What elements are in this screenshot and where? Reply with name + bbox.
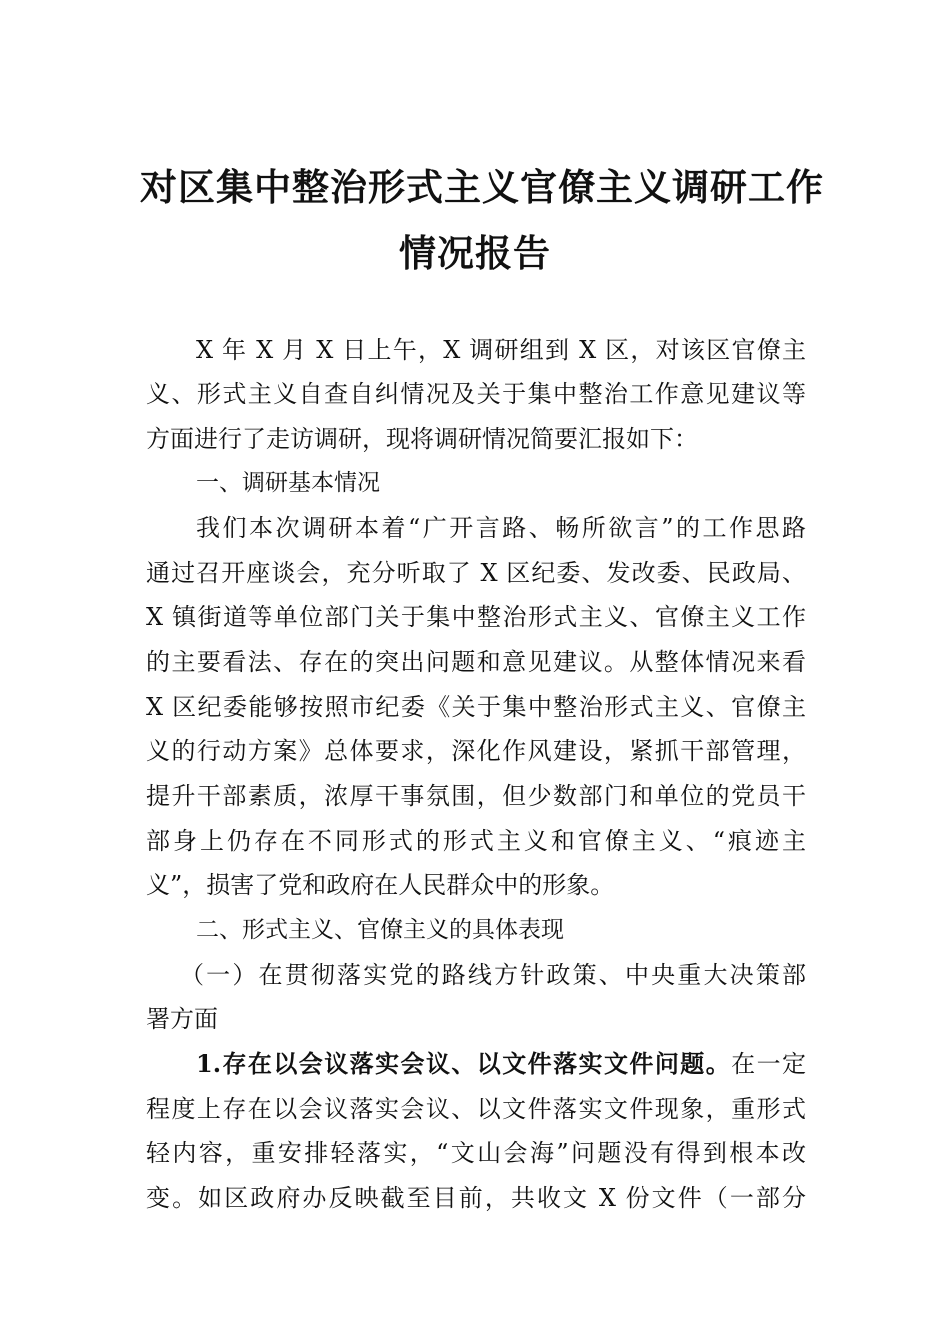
intro-paragraph-line: X 年 X 月 X 日上午，X 调研组到 X 区，对该区官僚主: [196, 336, 806, 364]
section-heading-manifestations: 二、形式主义、官僚主义的具体表现: [196, 917, 564, 943]
item1-first-line: [196, 1048, 806, 1080]
section1-paragraph-line: 部身上仍存在不同形式的形式主义和官僚主义、“痕迹主: [146, 827, 806, 855]
section1-paragraph-line: 的主要看法、存在的突出问题和意见建议。从整体情况来看: [146, 648, 806, 676]
item1-first-line-rest: 在一定: [731, 1050, 806, 1078]
document-title-line-1: 对区集中整治形式主义官僚主义调研工作: [140, 165, 824, 209]
section1-paragraph-line: 义的行动方案》总体要求，深化作风建设，紧抓干部管理，: [146, 737, 806, 765]
section1-paragraph-line: 提升干部素质，浓厚干事氛围，但少数部门和单位的党员干: [146, 782, 806, 810]
subsection-heading-line: 署方面: [146, 1005, 218, 1033]
section1-paragraph-line: X 区纪委能够按照市纪委《关于集中整治形式主义、官僚主: [146, 693, 806, 721]
section1-paragraph-line: 义”，损害了党和政府在人民群众中的形象。: [146, 871, 615, 899]
item1-paragraph-line: 变。如区政府办反映截至目前，共收文 X 份文件（一部分: [146, 1184, 806, 1212]
subsection-heading-line: （一）在贯彻落实党的路线方针政策、中央重大决策部: [180, 961, 806, 989]
section1-paragraph-line: 我们本次调研本着“广开言路、畅所欲言”的工作思路: [196, 514, 806, 542]
section1-paragraph-line: 通过召开座谈会，充分听取了 X 区纪委、发改委、民政局、: [146, 559, 806, 587]
section1-paragraph-line: X 镇街道等单位部门关于集中整治形式主义、官僚主义工作: [146, 603, 806, 631]
item1-paragraph-line: 轻内容，重安排轻落实，“文山会海”问题没有得到根本改: [146, 1139, 806, 1167]
item1-paragraph-line: 程度上存在以会议落实会议、以文件落实文件现象，重形式: [146, 1095, 806, 1123]
intro-paragraph-line: 义、形式主义自查自纠情况及关于集中整治工作意见建议等: [146, 380, 806, 408]
document-title-line-2: 情况报告: [399, 231, 551, 275]
item1-bold-lead: 1.存在以会议落实会议、以文件落实文件问题。: [196, 1049, 732, 1078]
intro-paragraph-line: 方面进行了走访调研，现将调研情况简要汇报如下：: [146, 425, 698, 453]
section-heading-basic-info: 一、调研基本情况: [196, 470, 380, 496]
